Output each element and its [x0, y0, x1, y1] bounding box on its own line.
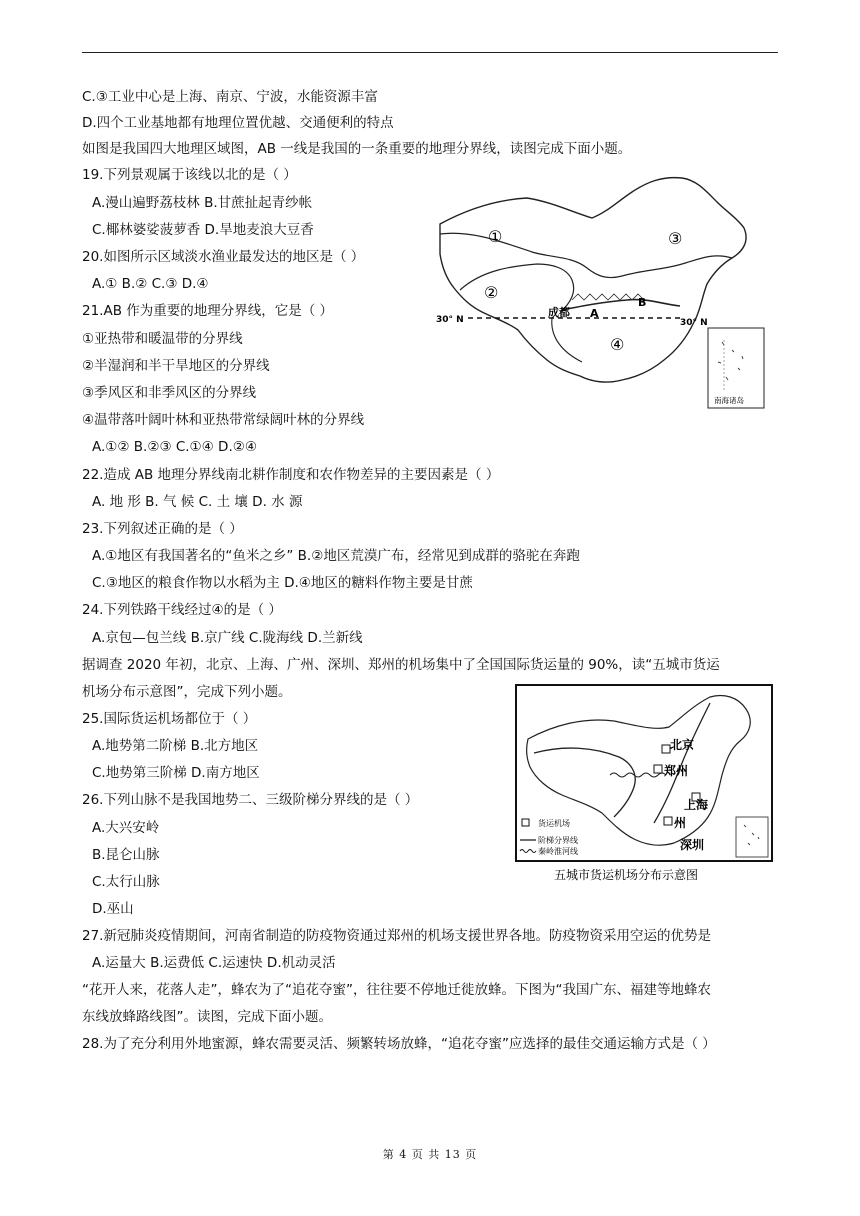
airport-map-svg: [514, 683, 776, 885]
text-line: 据调查 2020 年初，北京、上海、广州、深圳、郑州的机场集中了全国国际货运量的 90%，读“五城市货运: [82, 657, 720, 673]
page-footer: 第 4 页 共 13 页: [382, 1148, 478, 1161]
region-2-label: ②: [484, 283, 499, 302]
text-line: 28.为了充分利用外地蜜源，蜂农需要灵活、频繁转场放蜂，“追花夺蜜”应选择的最佳交通运输方式是（ ）: [82, 1036, 716, 1052]
text-line: ②半湿润和半干旱地区的分界线: [82, 358, 270, 374]
text-line: 24.下列铁路干线经过④的是（ ）: [82, 602, 282, 618]
text-line: 23.下列叙述正确的是（ ）: [82, 521, 243, 537]
lat-label-left: 30° N: [436, 315, 464, 325]
text-line: 东线放蜂路线图”。读图，完成下面小题。: [82, 1009, 332, 1025]
text-line: ③季风区和非季风区的分界线: [82, 385, 257, 401]
text-line: A.① B.② C.③ D.④: [92, 276, 209, 292]
point-a-label: A: [590, 307, 599, 320]
text-line: A.地势第二阶梯 B.北方地区: [92, 738, 259, 754]
text-line: 19.下列景观属于该线以北的是（ ）: [82, 167, 297, 183]
text-line: 25.国际货运机场都位于（ ）: [82, 711, 257, 727]
legend-qinling: 秦岭淮河线: [538, 847, 578, 856]
text-line: A.大兴安岭: [92, 820, 160, 836]
text-line: B.昆仑山脉: [92, 847, 160, 863]
header-rule: [82, 52, 778, 53]
text-line: A.漫山遍野荔枝林 B.甘蔗扯起青纱帐: [92, 195, 313, 211]
text-line: C.椰林婆娑菠萝香 D.旱地麦浪大豆香: [92, 222, 314, 238]
shenzhen-label: 深圳: [680, 838, 705, 852]
text-line: 21.AB 作为重要的地理分界线，它是（ ）: [82, 303, 334, 319]
inset-label: 南海诸岛: [714, 396, 744, 405]
text-line: 22.造成 AB 地理分界线南北耕作制度和农作物差异的主要因素是（ ）: [82, 467, 500, 483]
text-line: ①亚热带和暖温带的分界线: [82, 331, 243, 347]
zhengzhou-label: 郑州: [664, 764, 689, 778]
region-4-label: ④: [610, 335, 625, 354]
text-line: 机场分布示意图”，完成下列小题。: [82, 684, 292, 700]
beijing-label: 北京: [670, 738, 695, 752]
text-line: C.③地区的粮食作物以水稻为主 D.④地区的糖料作物主要是甘蔗: [92, 575, 473, 591]
text-line: 26.下列山脉不是我国地势二、三级阶梯分界线的是（ ）: [82, 792, 419, 808]
text-line: A.①② B.②③ C.①④ D.②④: [92, 439, 257, 455]
legend-step-boundary: 阶梯分界线: [538, 836, 578, 845]
text-line: D.四个工业基地都有地理位置优越、交通便利的特点: [82, 115, 394, 131]
legend-airport: 货运机场: [538, 819, 570, 828]
map-caption: 五城市货运机场分布示意图: [554, 868, 699, 882]
china-map-regions: [432, 172, 772, 412]
text-line: “花开人来，花落人走”，蜂农为了“追花夺蜜”，往往要不停地迁徙放蜂。下图为“我国广东、福建等地蜂农: [82, 982, 711, 998]
lat-label-right: 30° N: [680, 318, 708, 328]
four-regions-map: [432, 172, 772, 412]
guangzhou-label: 州: [674, 816, 687, 830]
text-line: C.③工业中心是上海、南京、宁波，水能资源丰富: [82, 89, 378, 105]
text-line: 如图是我国四大地理区域图，AB 一线是我国的一条重要的地理分界线，读图完成下面小题。: [82, 141, 632, 157]
region-1-label: ①: [488, 227, 503, 246]
text-line: 27.新冠肺炎疫情期间，河南省制造的防疫物资通过郑州的机场支援世界各地。防疫物资采用空运的优势是: [82, 928, 711, 944]
region-3-label: ③: [668, 229, 683, 248]
shanghai-label: 上海: [684, 798, 709, 812]
point-b-label: B: [638, 296, 647, 309]
text-line: A. 地 形 B. 气 候 C. 土 壤 D. 水 源: [92, 494, 303, 510]
text-line: A.运量大 B.运费低 C.运速快 D.机动灵活: [92, 955, 336, 971]
text-line: 20.如图所示区域淡水渔业最发达的地区是（ ）: [82, 249, 365, 265]
text-line: D.巫山: [92, 901, 134, 917]
text-line: C.太行山脉: [92, 874, 160, 890]
chengdu-label: 成都: [548, 306, 570, 319]
text-line: C.地势第三阶梯 D.南方地区: [92, 765, 260, 781]
text-line: A.①地区有我国著名的“鱼米之乡” B.②地区荒漠广布，经常见到成群的骆驼在奔跑: [92, 548, 580, 564]
text-line: ④温带落叶阔叶林和亚热带常绿阔叶林的分界线: [82, 412, 365, 428]
text-line: A.京包—包兰线 B.京广线 C.陇海线 D.兰新线: [92, 630, 363, 646]
cargo-airport-map: [514, 683, 776, 885]
